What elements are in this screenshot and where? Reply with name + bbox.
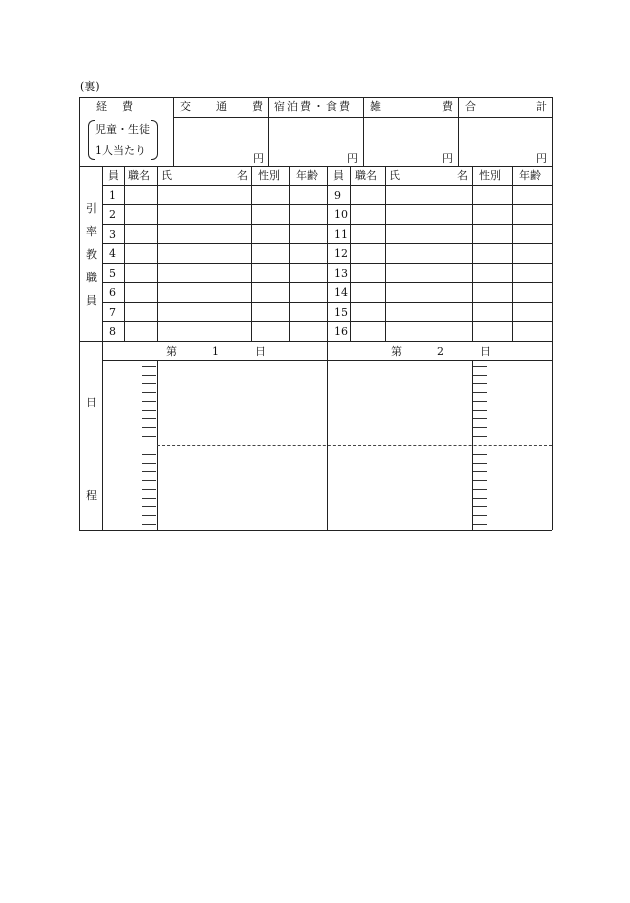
hdr-name-b-right: 名 [457,169,468,182]
time-tick [142,454,156,455]
time-tick [473,463,487,464]
row-number: 10 [334,208,348,221]
hdr-sex-right: 性別 [479,169,501,182]
row-number: 13 [334,267,348,280]
hdr-name-a-right: 氏 [389,169,400,182]
time-tick [473,427,487,428]
time-tick [473,515,487,516]
time-tick [142,383,156,384]
staff-label-2: 率 [86,225,97,238]
per-student-line1: 児童・生徒 [95,123,150,136]
row-number: 14 [334,286,348,299]
time-tick [473,401,487,402]
transport-header-2: 通 [216,100,227,113]
time-tick [473,366,487,367]
time-tick [142,418,156,419]
hdr-sex-left: 性別 [258,169,280,182]
left-bracket [88,120,95,160]
row-number: 12 [334,247,348,260]
time-tick [473,498,487,499]
row-number: 6 [109,286,116,299]
row-number: 4 [109,247,116,260]
day2-header-num: 2 [437,345,444,358]
time-tick [473,383,487,384]
time-tick [142,392,156,393]
time-tick [142,366,156,367]
page-side-label: (裏) [80,80,100,93]
hdr-age-left: 年齢 [296,169,318,182]
row-number: 9 [334,189,341,202]
time-tick [142,463,156,464]
day1-header-b: 日 [255,345,266,358]
time-tick [142,410,156,411]
hdr-name-b-left: 名 [237,169,248,182]
hdr-name-a-left: 氏 [161,169,172,182]
expenses-label-a: 経 [96,100,107,113]
yen-misc: 円 [442,152,453,165]
yen-lodging: 円 [347,152,358,165]
time-tick [473,436,487,437]
staff-label-5: 員 [86,294,97,307]
row-number: 3 [109,228,116,241]
time-tick [142,515,156,516]
time-tick [473,471,487,472]
time-tick [473,410,487,411]
hdr-no-right: 員 [333,169,344,182]
row-number: 15 [334,306,348,319]
time-tick [473,418,487,419]
time-tick [142,427,156,428]
staff-label-4: 職 [86,271,97,284]
row-number: 11 [334,228,348,241]
time-tick [473,454,487,455]
misc-header-2: 費 [442,100,453,113]
time-tick [142,506,156,507]
staff-label-1: 引 [86,202,97,215]
total-header-1: 合 [465,100,476,113]
row-number: 16 [334,325,348,338]
time-tick [142,489,156,490]
row-number: 1 [109,189,116,202]
row-number: 8 [109,325,116,338]
time-tick [142,436,156,437]
schedule-label-bottom: 程 [86,489,97,502]
day1-header-num: 1 [212,345,219,358]
yen-total: 円 [536,152,547,165]
hdr-title-left: 職名 [128,169,150,182]
day2-header-a: 第 [391,345,402,358]
row-number: 7 [109,306,116,319]
time-tick [142,401,156,402]
time-tick [473,392,487,393]
transport-header-3: 費 [252,100,263,113]
row-number: 5 [109,267,116,280]
misc-header-1: 雑 [370,100,381,113]
hdr-title-right: 職名 [355,169,377,182]
time-tick [473,480,487,481]
expenses-label-b: 費 [122,100,133,113]
time-tick [142,480,156,481]
staff-label-3: 教 [86,248,97,261]
day2-header-b: 日 [480,345,491,358]
time-tick [142,375,156,376]
hdr-no-left: 員 [108,169,119,182]
hdr-age-right: 年齢 [519,169,541,182]
time-tick [142,498,156,499]
time-tick [473,506,487,507]
row-number: 2 [109,208,116,221]
lodging-header: 宿泊費・食費 [274,100,352,113]
day1-header-a: 第 [166,345,177,358]
schedule-label-top: 日 [86,396,97,409]
yen-transport: 円 [253,152,264,165]
time-tick [473,375,487,376]
total-header-2: 計 [536,100,547,113]
per-student-line2: 1人当たり [95,144,146,157]
transport-header-1: 交 [180,100,191,113]
time-tick [142,471,156,472]
time-tick [473,524,487,525]
time-tick [142,524,156,525]
right-bracket [151,120,158,160]
time-tick [473,489,487,490]
